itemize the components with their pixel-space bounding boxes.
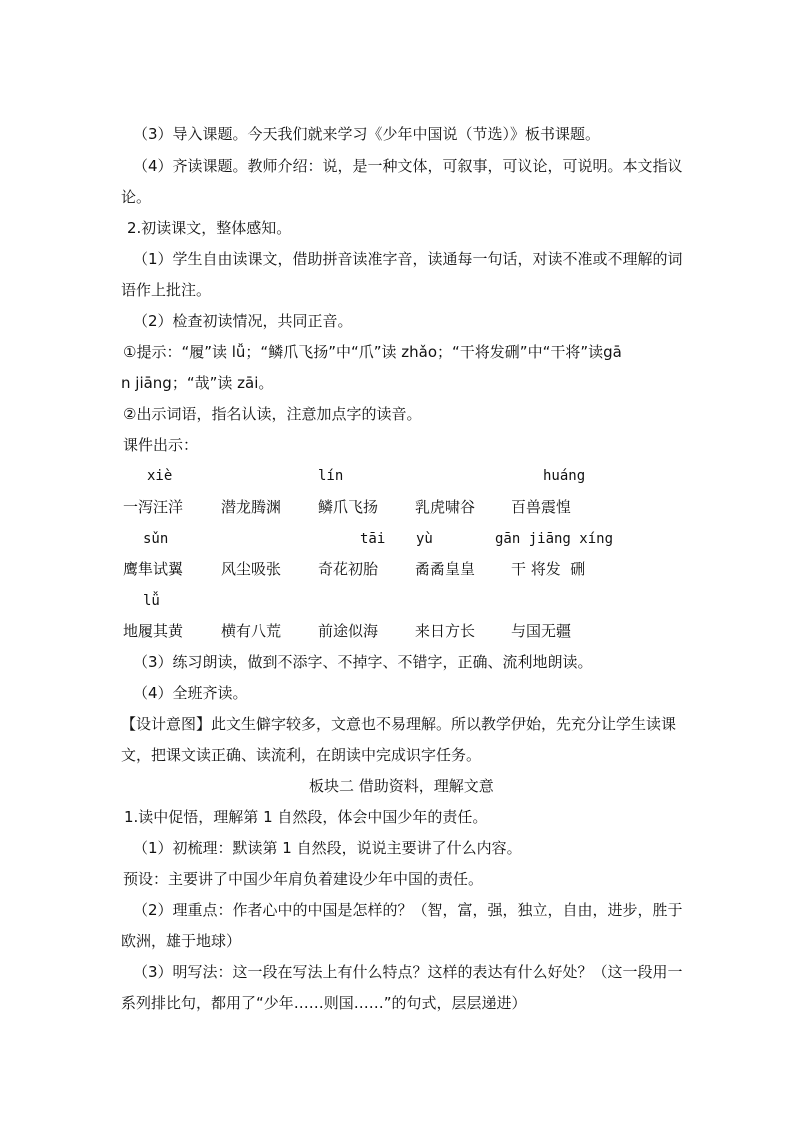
vocab-word: 鹰隼试翼	[123, 560, 184, 578]
vocab-word: 来日方长	[415, 622, 476, 640]
pinyin-annotation: xiè	[147, 468, 173, 484]
paragraph-show-words: ②出示词语，指名认读，注意加点字的读音。	[123, 405, 422, 423]
paragraph-pronunciation-hint: ①提示：“履”读 lǚ；“鳞爪飞扬”中“爪”读 zhǎo；“干将发硎”中“干将”读gā	[123, 343, 622, 361]
pinyin-annotation: gān jiāng xíng	[495, 531, 614, 547]
paragraph-practice-reading: （3）练习朗读，做到不添字、不掉字、不错字，正确、流利地朗读。	[133, 653, 593, 671]
heading-first-reading: 2.初读课文，整体感知。	[127, 219, 292, 237]
pinyin-annotation: huáng	[543, 468, 586, 484]
pinyin-annotation: tāi	[360, 531, 386, 547]
vocab-word: 矞矞皇皇	[415, 560, 476, 578]
vocab-word: 鳞爪飞扬	[318, 498, 379, 516]
paragraph-first-sort: （1）初梳理：默读第 1 自然段，说说主要讲了什么内容。	[133, 839, 522, 857]
paragraph-design-intent: 【设计意图】此文生僻字较多，文意也不易理解。所以教学伊始，先充分让学生读课	[121, 715, 677, 733]
heading-understand-para1: 1.读中促悟，理解第 1 自然段，体会中国少年的责任。	[124, 808, 488, 826]
paragraph-class-reading: （4）全班齐读。	[133, 684, 248, 702]
vocab-word: 地履其黄	[123, 622, 184, 640]
paragraph-writing-method-cont: 系列排比句，都用了“少年……则国……”的句式，层层递进）	[121, 994, 527, 1012]
vocab-word: 风尘吸张	[221, 560, 282, 578]
pinyin-annotation: sǔn	[143, 531, 169, 547]
paragraph-preset: 预设：主要讲了中国少年肩负着建设少年中国的责任。	[123, 870, 484, 888]
paragraph-courseware: 课件出示：	[123, 436, 199, 454]
vocab-word: 奇花初胎	[318, 560, 379, 578]
vocab-word: 与国无疆	[511, 622, 572, 640]
paragraph-import-topic: （3）导入课题。今天我们就来学习《少年中国说（节选）》板书课题。	[133, 125, 601, 143]
vocab-word: 百兽震惶	[511, 498, 572, 516]
pinyin-annotation: yù	[416, 531, 433, 547]
vocab-word: 乳虎啸谷	[415, 498, 476, 516]
vocab-word: 前途似海	[318, 622, 379, 640]
vocab-word: 潜龙腾渊	[221, 498, 282, 516]
vocab-word: 横有八荒	[221, 622, 282, 640]
paragraph-design-intent-cont: 文，把课文读正确、读流利，在朗读中完成识字任务。	[121, 746, 482, 764]
paragraph-key-points-cont: 欧洲，雄于地球）	[121, 932, 242, 950]
paragraph-free-reading: （1）学生自由读课文，借助拼音读准字音，读通每一句话，对读不准或不理解的词	[133, 250, 683, 268]
paragraph-read-topic-cont: 论。	[121, 188, 152, 206]
paragraph-pronunciation-hint-cont: n jiāng；“哉”读 zāi。	[121, 374, 274, 392]
paragraph-read-topic: （4）齐读课题。教师介绍：说，是一种文体，可叙事，可议论，可说明。本文指议	[133, 157, 683, 175]
pinyin-annotation: lǚ	[143, 593, 160, 609]
pinyin-annotation: lín	[318, 468, 344, 484]
paragraph-key-points: （2）理重点：作者心中的中国是怎样的？（智，富，强，独立，自由，进步，胜于	[133, 901, 683, 919]
section-title: 板块二 借助资料，理解文意	[309, 777, 494, 795]
paragraph-check-reading: （2）检查初读情况，共同正音。	[133, 312, 353, 330]
paragraph-free-reading-cont: 语作上批注。	[121, 281, 212, 299]
paragraph-writing-method: （3）明写法：这一段在写法上有什么特点？这样的表达有什么好处？（这一段用一	[133, 963, 683, 981]
vocab-word: 一泻汪洋	[123, 498, 184, 516]
vocab-word: 干 将发 硎	[511, 560, 586, 578]
